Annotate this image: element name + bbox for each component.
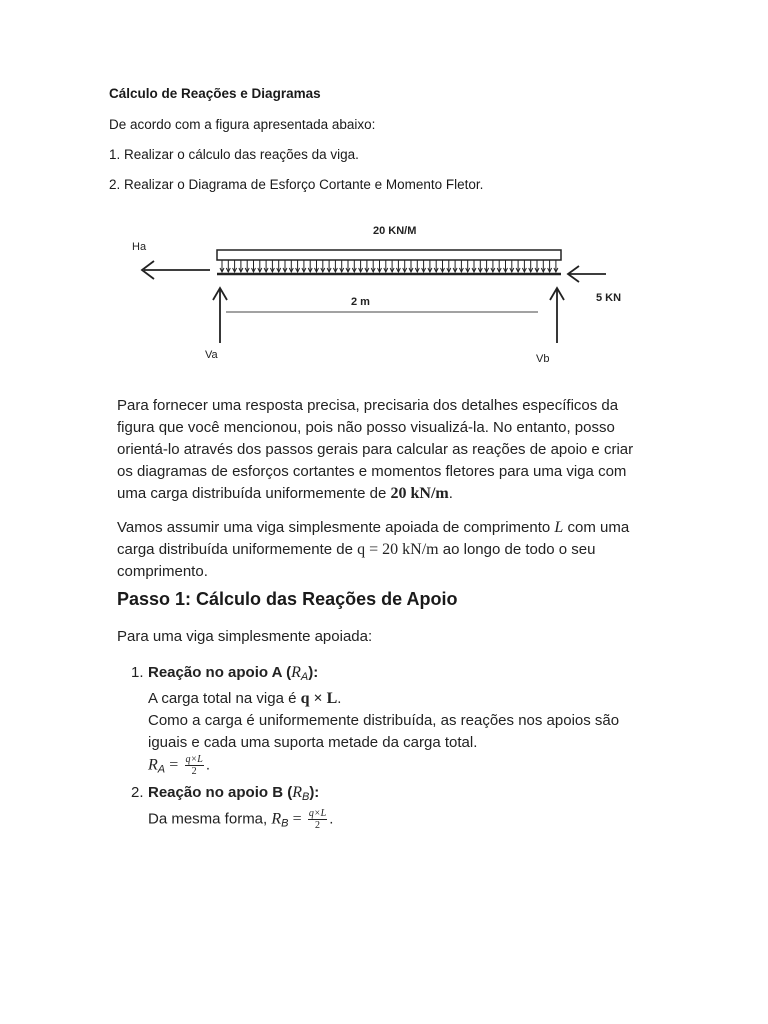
document-title: Cálculo de Reações e Diagramas xyxy=(109,86,321,101)
vb-label: Vb xyxy=(536,353,550,365)
reaction-list xyxy=(117,662,652,835)
length-symbol: L xyxy=(554,519,564,536)
intro-line: De acordo com a figura apresentada abaixo: xyxy=(109,117,376,132)
load-value: 20 kN/m xyxy=(390,485,449,502)
beam-diagram xyxy=(118,208,638,386)
answer-text xyxy=(117,395,652,583)
list-number: 1. xyxy=(131,664,144,681)
length-label: 2 m xyxy=(351,296,370,308)
force-label: 5 KN xyxy=(596,292,622,304)
va-arrow xyxy=(213,288,227,343)
va-label: Va xyxy=(205,349,218,361)
task-2: 2. Realizar o Diagrama de Esforço Cortante e Momento Fletor. xyxy=(109,177,484,192)
formula-rb: Da mesma forma, $R_B$ = $\frac{q\times L}{2}$ . xyxy=(148,808,334,832)
vb-arrow xyxy=(550,288,564,343)
list-item: 1. Reação no apoio A $(R_A)$: A carga total na viga é q × L. Como a carga é uniformemente distribuída, as reações nos apoios são iguais e cada uma suporta metade da carga total. $R_A$ = $\frac{q\times L}{2}$ . xyxy=(117,662,652,780)
list-number: 2. xyxy=(131,784,144,802)
step-1-title: Passo 1: Cálculo das Reações de Apoio xyxy=(117,589,458,609)
list-item: 2. Reação no apoio B $(R_B)$: Da mesma forma, $R_B$ = $\frac{q\times L}{2}$ . xyxy=(117,782,652,834)
step-1-intro: Para uma viga simplesmente apoiada: xyxy=(117,628,373,645)
paragraph-1: Para fornecer uma resposta precisa, precisaria dos detalhes específicos da figura que você mencionou, pois não posso visualizá-la. No entanto, posso orientá-lo através dos passos gerais para calcular as reações de apoio e criar os diagramas de esforços cortantes e momentos fletores para uma viga com uma carga distribuída uniformemente de 20 kN/m. xyxy=(117,397,634,502)
formula-ra: $R_A$ = $\frac{q\times L}{2}$ . xyxy=(148,754,210,777)
load-label: 20 KN/M xyxy=(373,225,417,237)
beam-figure xyxy=(118,208,638,386)
ha-arrow xyxy=(142,261,210,279)
distributed-load xyxy=(217,250,561,274)
load-equation: q = 20 kN/m xyxy=(357,541,439,558)
ha-label: Ha xyxy=(132,241,147,253)
task-1: 1. Realizar o cálculo das reações da viga. xyxy=(109,147,359,162)
paragraph-2: Vamos assumir uma viga simplesmente apoiada de comprimento L com uma carga distribuída uniformemente de q = 20 kN/m ao longo de todo o seu comprimento. xyxy=(117,519,630,580)
force-arrow xyxy=(568,266,606,282)
